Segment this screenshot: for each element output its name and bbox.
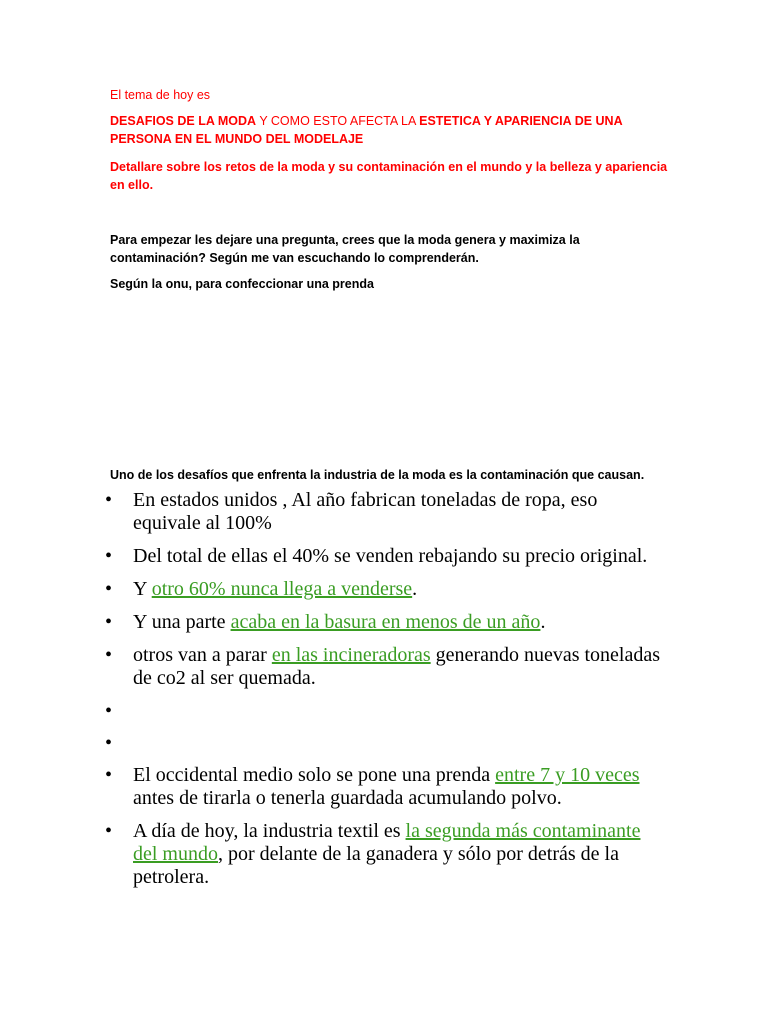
list-item — [105, 820, 665, 889]
list-item — [105, 611, 665, 634]
list-item — [105, 545, 665, 568]
bullet-text-pre: otros van a parar — [133, 644, 272, 666]
bullet-text-pre: Y — [133, 578, 152, 600]
list-item-empty — [105, 732, 665, 755]
bullet-icon: • — [105, 578, 113, 600]
bullet-text-pre: A día de hoy, la industria textil es — [133, 820, 406, 842]
list-item — [105, 489, 665, 535]
hyperlink[interactable]: en las incineradoras — [271, 644, 431, 666]
bullet-icon: • — [105, 732, 113, 754]
bullet-icon: • — [105, 820, 113, 842]
list-item-empty — [105, 700, 665, 723]
bullet-icon: • — [105, 764, 113, 786]
topic-detail: Detallare sobre los retos de la moda y su contaminación en el mundo y la belleza y apariencia en ello. — [110, 160, 668, 192]
topic-title-part2: Y COMO ESTO AFECTA LA — [256, 114, 420, 128]
bullet-text-post: generando nuevas toneladas de co2 al ser quemada. — [133, 644, 661, 689]
bullet-text-pre: El occidental medio solo se pone una prenda — [133, 764, 496, 786]
bullet-icon: • — [105, 545, 113, 567]
hyperlink[interactable]: entre 7 y 10 veces — [495, 764, 640, 786]
bullet-list — [105, 489, 665, 899]
topic-title-part1: DESAFIOS DE LA MODA — [110, 114, 257, 128]
section-heading: Uno de los desafíos que enfrenta la industria de la moda es la contaminación que causan. — [110, 468, 645, 482]
bullet-text: Del total de ellas el 40% se venden rebajando su precio original. — [133, 545, 648, 567]
hyperlink[interactable]: la segunda más contaminante del mundo — [133, 820, 641, 865]
bullet-text-post: . — [412, 578, 418, 600]
bullet-text-post: . — [540, 611, 546, 633]
list-item — [105, 578, 665, 601]
onu-line: Según la onu, para confeccionar una prenda — [110, 277, 374, 291]
bullet-icon: • — [105, 611, 113, 633]
intro-line: El tema de hoy es — [110, 88, 211, 102]
list-item — [105, 764, 665, 810]
list-item — [105, 644, 665, 690]
hyperlink[interactable]: acaba en la basura en menos de un año — [230, 611, 541, 633]
bullet-text: En estados unidos , Al año fabrican toneladas de ropa, eso equivale al 100% — [133, 489, 598, 534]
bullet-icon: • — [105, 700, 113, 722]
bullet-text-post: , por delante de la ganadera y sólo por detrás de la petrolera. — [133, 843, 619, 888]
hyperlink[interactable]: otro 60% nunca llega a venderse — [151, 578, 413, 600]
topic-title-part3: ESTETICA Y APARIENCIA DE UNA PERSONA EN EL MUNDO DEL MODELAJE — [110, 114, 623, 146]
bullet-text-post: antes de tirarla o tenerla guardada acumulando polvo. — [133, 787, 562, 809]
bullet-icon: • — [105, 489, 113, 511]
topic-title — [110, 112, 670, 148]
bullet-text-pre: Y una parte — [133, 611, 231, 633]
opening-question: Para empezar les dejare una pregunta, crees que la moda genera y maximiza la contaminación? Según me van escuchando lo comprenderán. — [110, 233, 580, 265]
bullet-icon: • — [105, 644, 113, 666]
